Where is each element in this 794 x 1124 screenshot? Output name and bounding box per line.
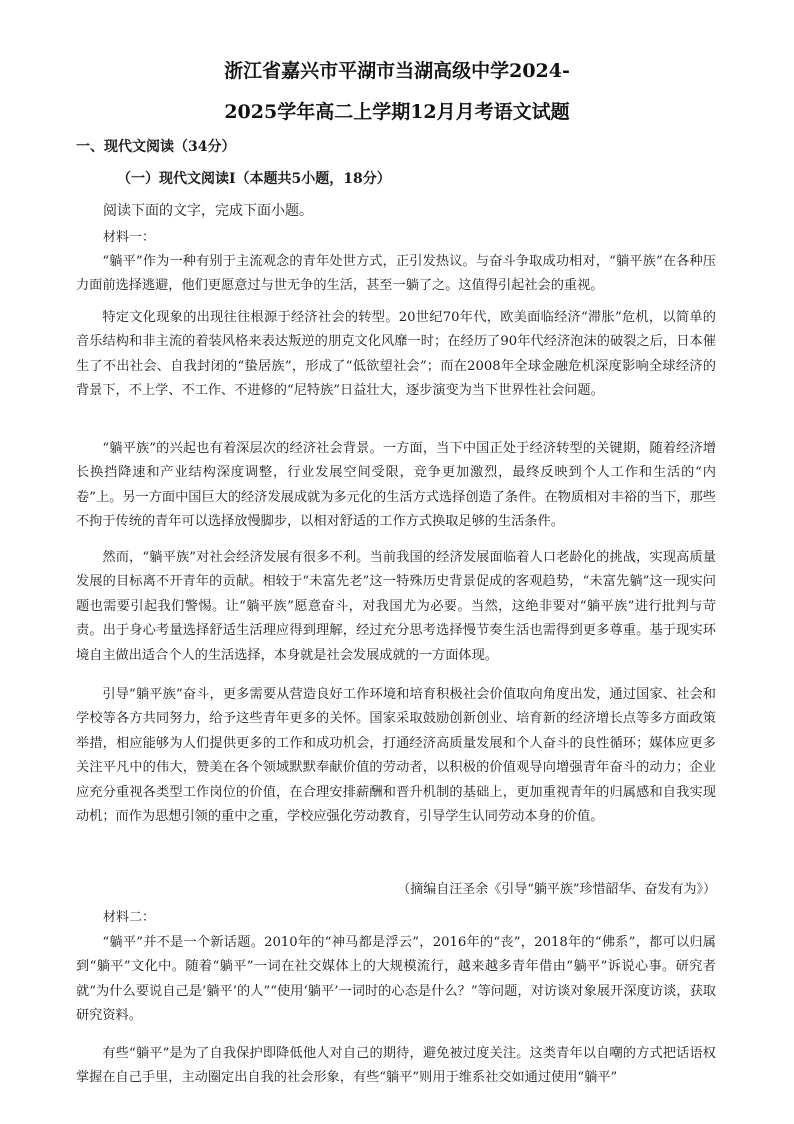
subsection-heading-1: （一）现代文阅读Ⅰ（本题共5小题，18分） [117, 171, 391, 187]
material1-paragraph-5: 引导“躺平族”奋斗，更多需要从营造良好工作环境和培育积极社会价值取向角度出发，通过国家、社会和学校等各方共同努力，给予这些青年更多的关怀。国家采取鼓励创新创业、培育新的经济增长点等多方面政策举措，相应能够为人们提供更多的工作和成功机会，打通经济高质量发展和个人奋斗的良性循环；媒体应更多关注平凡中的伟大，赞美在各个领域默默奉献价值的劳动者，以积极的价值观导向增强青年奋斗的动力；企业应充分重视各类型工作岗位的价值，在合理安排薪酬和晋升机制的基础上，更加重视青年的归属感和自我实现动机；而作为思想引领的重中之重，学校应强化劳动教育，引导学生认同劳动本身的价值。 [76, 687, 716, 825]
material2-label: 材料二： [103, 910, 156, 925]
material1-label: 材料一： [103, 230, 156, 245]
material1-paragraph-1: “躺平”作为一种有别于主流观念的青年处世方式，正引发热议。与奋斗争取成功相对，“躺平族”在各种压力面前选择逃避，他们更愿意过与世无争的生活，甚至一躺了之。这值得引起社会的重视。 [76, 254, 716, 294]
section-heading-1: 一、现代文阅读（34分） [76, 139, 236, 155]
document-title-line2: 2025学年高二上学期12月月考语文试题 [224, 101, 570, 123]
material2-paragraph-1: “躺平”并不是一个新话题。2010年的“神马都是浮云”，2016年的“丧”，2018年的“佛系”，都可以归属到“躺平”文化中。随着“躺平”一词在社交媒体上的大规模流行，越来越多青年借由“躺平”诉说心事。研究者就“为什么要说自己是‘躺平’的人”“使用‘躺平’一词时的心态是什么？”等问题，对访谈对象展开深度访谈，获取研究资料。 [76, 935, 716, 1024]
material1-paragraph-4: 然而，“躺平族”对社会经济发展有很多不利。当前我国的经济发展面临着人口老龄化的挑战，实现高质量发展的目标离不开青年的贡献。相较于“未富先老”这一特殊历史背景促成的客观趋势，“未富先躺”这一现实问题也需要引起我们警惕。让“躺平族”愿意奋斗，对我国尤为必要。当然，这绝非要对“躺平族”进行批判与苛责。出于身心考量选择舒适生活理应得到理解，经过充分思考选择慢节奏生活也需得到更多尊重。基于现实环境自主做出适合个人的生活选择，本身就是社会发展成就的一方面体现。 [76, 550, 716, 663]
material1-paragraph-3: “躺平族”的兴起也有着深层次的经济社会背景。一方面，当下中国正处于经济转型的关键期，随着经济增长换挡降速和产业结构深度调整，行业发展空间受限，竞争更加激烈，最终反映到个人工作和生活的“内卷”上。另一方面中国巨大的经济发展成就为多元化的生活方式选择创造了条件。在物质相对丰裕的当下，那些不拘于传统的青年可以选择放慢脚步，以相对舒适的工作方式换取足够的生活条件。 [76, 441, 716, 530]
material1-paragraph-2: 特定文化现象的出现往往根源于经济社会的转型。20世纪70年代，欧美面临经济“滞胀”危机，以简单的音乐结构和非主流的着装风格来表达叛逆的朋克文化风靡一时；在经历了90年代经济泡沫的破裂之后，日本催生了不出社会、自我封闭的“蛰居族”，形成了“低欲望社会”；而在2008年全球金融危机深度影响全球经济的背景下，不上学、不工作、不进修的“尼特族”日益壮大，逐步演变为当下世界性社会问题。 [76, 310, 716, 399]
reading-instruction: 阅读下面的文字，完成下面小题。 [103, 203, 313, 219]
document-title-line1: 浙江省嘉兴市平湖市当湖高级中学2024- [224, 60, 570, 82]
material1-source: （摘编自汪圣余《引导“躺平族”珍惜韶华、奋发有为》） [397, 882, 716, 897]
material2-paragraph-2: 有些“躺平”是为了自我保护即降低他人对自己的期待，避免被过度关注。这类青年以自嘲的方式把话语权掌握在自己手里，主动圈定出自我的社会形象，有些“躺平”则用于维系社交如通过使用“躺平” [76, 1046, 716, 1086]
